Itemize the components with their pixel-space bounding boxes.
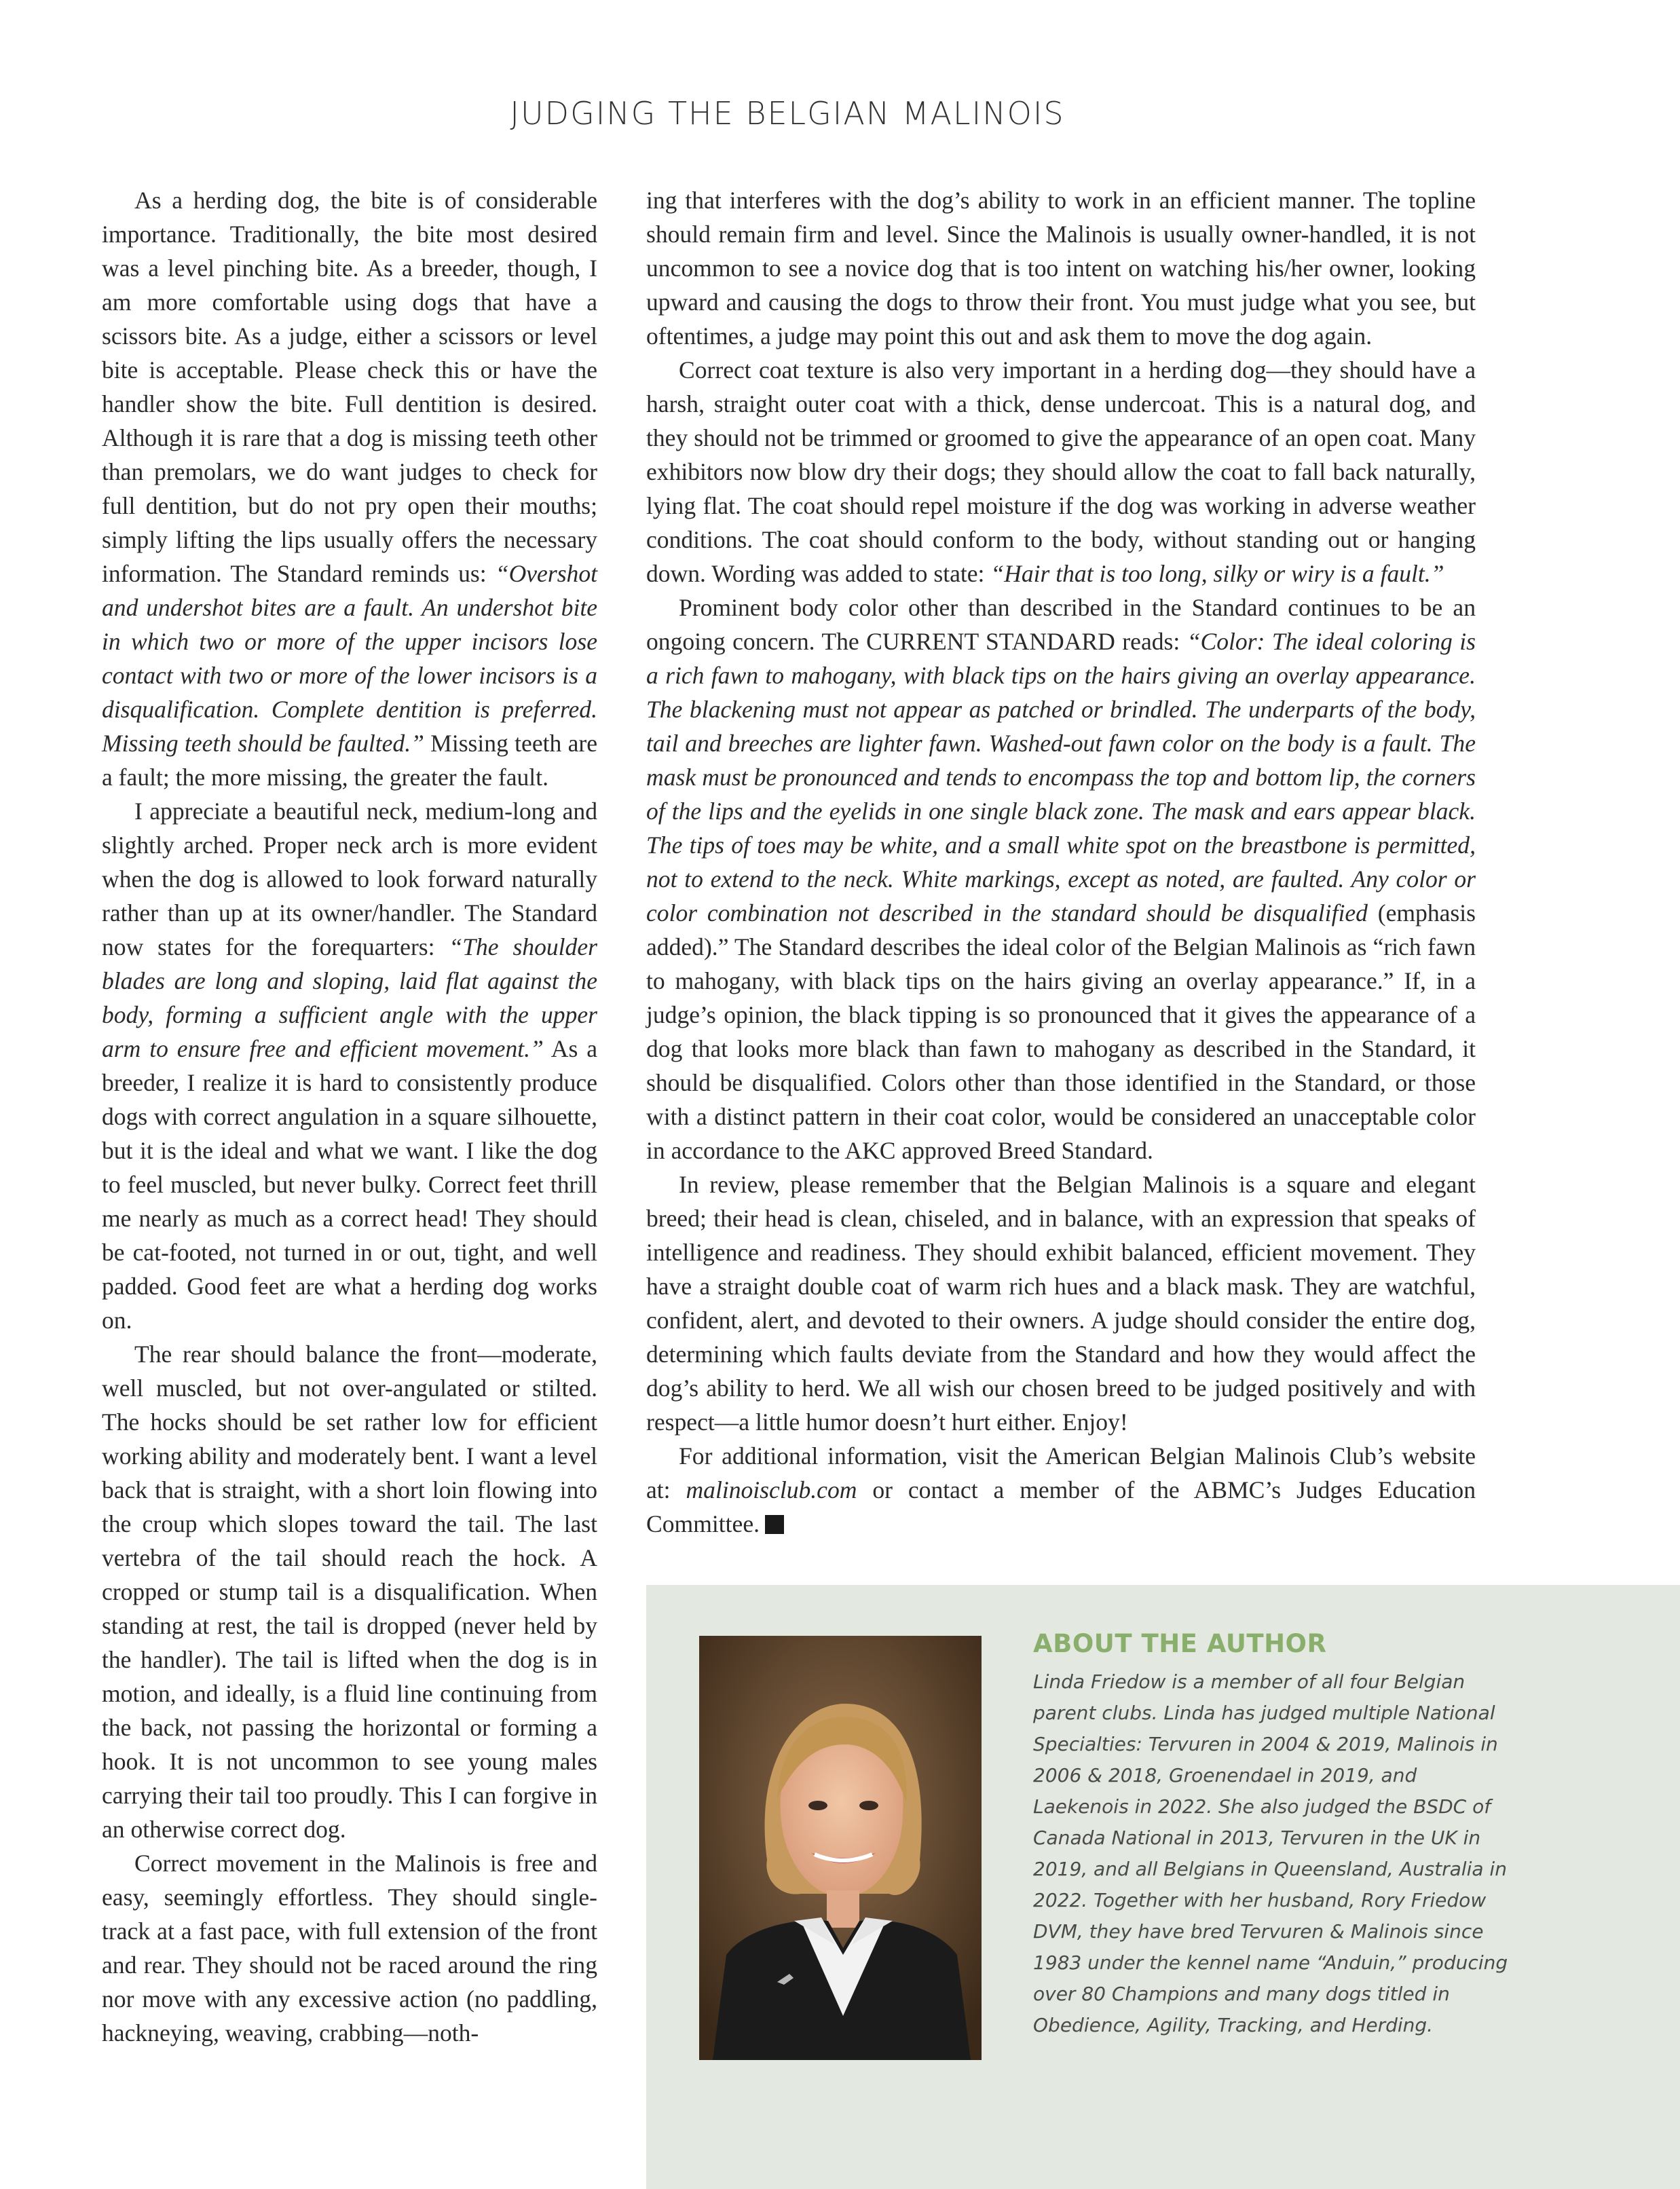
paragraph-movement: Correct movement in the Malinois is free and easy, seemingly effortless. They should single-track at a fast pace, with full extension of the front and rear. They should not be raced around the ring nor move with any excessive action (no paddling, hackneying, weaving, crabbing—noth- (102, 1850, 597, 2046)
paragraph-movement-continued: ing that interferes with the dog’s ability to work in an efficient manner. The topline should remain firm and level. Since the Malinois is usually owner-handled, it is not uncommon to see a novice dog that is too intent on watching his/her owner, looking upward and causing the dogs to throw their front. You must judge what you see, but oftentimes, a judge may point this out and ask them to move the dog again. (646, 187, 1476, 350)
page-header-title: JUDGING THE BELGIAN MALINOIS (510, 95, 1065, 132)
about-author-heading: ABOUT THE AUTHOR (1033, 1629, 1327, 1658)
paragraph-review: In review, please remember that the Belgian Malinois is a square and elegant breed; their head is clean, chiseled, and in balance, with an expression that speaks of intelligence and readiness. They should exhibit balanced, efficient movement. They have a straight double coat of warm rich hues and a black mask. They are watchful, confident, alert, and devoted to their owners. A judge should consider the entire dog, determining which faults deviate from the Standard and how they would affect the dog’s ability to herd. We all wish our chosen breed to be judged positively and with respect—a little humor doesn’t hurt either. Enjoy! (646, 1171, 1476, 1436)
paragraph-bite: As a herding dog, the bite is of considerable importance. Traditionally, the bite most desired was a level pinching bite. As a breeder, though, I am more comfortable using dogs that have a scissors bite. As a judge, either a scissors or level bite is acceptable. Please check this or have the handler show the bite. Full dentition is desired. Although it is rare that a dog is missing teeth other than premolars, we do want judges to check for full dentition, but do not pry open their mouths; simply lifting the lips usually offers the necessary information. The Standard reminds us: “Overshot and undershot bites are a fault. An undershot bite in which two or more of the upper incisors lose contact with two or more of the lower incisors is a disqualification. Complete dentition is preferred. Missing teeth should be faulted.” Missing teeth are a fault; the more missing, the greater the fault. (102, 187, 597, 791)
end-mark-icon (765, 1515, 784, 1534)
article-left-column (102, 183, 597, 2152)
paragraph-additional-info: For additional information, visit the American Belgian Malinois Club’s website at: malinoisclub.com or contact a member of the ABMC’s Judges Education Committee. (646, 1442, 1476, 1537)
website-link[interactable]: malinoisclub.com (686, 1476, 857, 1503)
paragraph-rear-tail: The rear should balance the front—moderate, well muscled, but not over-angulated or stilted. The hocks should be set rather low for efficient working ability and moderately bent. I want a level back that is straight, with a short loin flowing into the croup which slopes toward the tail. The last vertebra of the tail should reach the hock. A cropped or stump tail is a disqualification. When standing at rest, the tail is dropped (never held by the handler). The tail is lifted when the dog is in motion, and ideally, is a fluid line continuing from the back, not passing the horizontal or forming a hook. It is not uncommon to see young males carrying their tail too proudly. This I can forgive in an otherwise correct dog. (102, 1341, 597, 1843)
paragraph-neck-forequarters: I appreciate a beautiful neck, medium-long and slightly arched. Proper neck arch is more evident when the dog is allowed to look forward naturally rather than up at its owner/handler. The Standard now states for the forequarters: “The shoulder blades are long and sloping, laid flat against the body, forming a sufficient angle with the upper arm to ensure free and efficient movement.” As a breeder, I realize it is hard to consistently produce dogs with correct angulation in a square silhouette, but it is the ideal and what we want. I like the dog to feel muscled, but never bulky. Correct feet thrill me nearly as much as a correct head! They should be cat-footed, not turned in or out, tight, and well padded. Good feet are what a herding dog works on. (102, 798, 597, 1334)
paragraph-coat: Correct coat texture is also very important in a herding dog—they should have a harsh, straight outer coat with a thick, dense undercoat. This is a natural dog, and they should not be trimmed or groomed to give the appearance of an open coat. Many exhibitors now blow dry their dogs; they should allow the coat to fall back naturally, lying flat. The coat should repel moisture if the dog was working in adverse weather conditions. The coat should conform to the body, without standing out or hanging down. Wording was added to state: “Hair that is too long, silky or wiry is a fault.” (646, 356, 1476, 587)
article-right-column (646, 183, 1476, 1575)
author-photo (699, 1636, 982, 2060)
paragraph-color: Prominent body color other than described in the Standard continues to be an ongoing concern. The CURRENT STANDARD reads: “Color: The ideal coloring is a rich fawn to mahogany, with black tips on the hairs giving an overlay appearance. The blackening must not appear as patched or brindled. The underparts of the body, tail and breeches are lighter fawn. Washed-out fawn color on the body is a fault. The mask must be pronounced and tends to encompass the top and bottom lip, the corners of the lips and the eyelids in one single black zone. The mask and ears appear black. The tips of toes may be white, and a small white spot on the breastbone is permitted, not to extend to the neck. White markings, except as noted, are faulted. Any color or color combination not described in the standard should be disqualified (emphasis added).” The Standard describes the ideal color of the Belgian Malinois as “rich fawn to mahogany, with black tips on the hairs giving an overlay appearance.” If, in a judge’s opinion, the black tipping is so pronounced that it gives the appearance of a dog that looks more black than fawn to mahogany as described in the Standard, it should be disqualified. Colors other than those identified in the Standard, or those with a distinct pattern in their coat color, would be considered an unacceptable color in accordance to the AKC approved Breed Standard. (646, 594, 1476, 1164)
about-author-bio: Linda Friedow is a member of all four Belgian parent clubs. Linda has judged multiple National Specialties: Tervuren in 2004 & 2019, Malinois in 2006 & 2018, Groenendael in 2019, and Laekenois in 2022. She also judged the BSDC of Canada National in 2013, Tervuren in the UK in 2019, and all Belgians in Queensland, Australia in 2022. Together with her husband, Rory Friedow DVM, they have bred Tervuren & Malinois since 1983 under the kennel name “Anduin,” producing over 80 Champions and many dogs titled in Obedience, Agility, Tracking, and Herding. (1033, 1670, 1508, 2036)
